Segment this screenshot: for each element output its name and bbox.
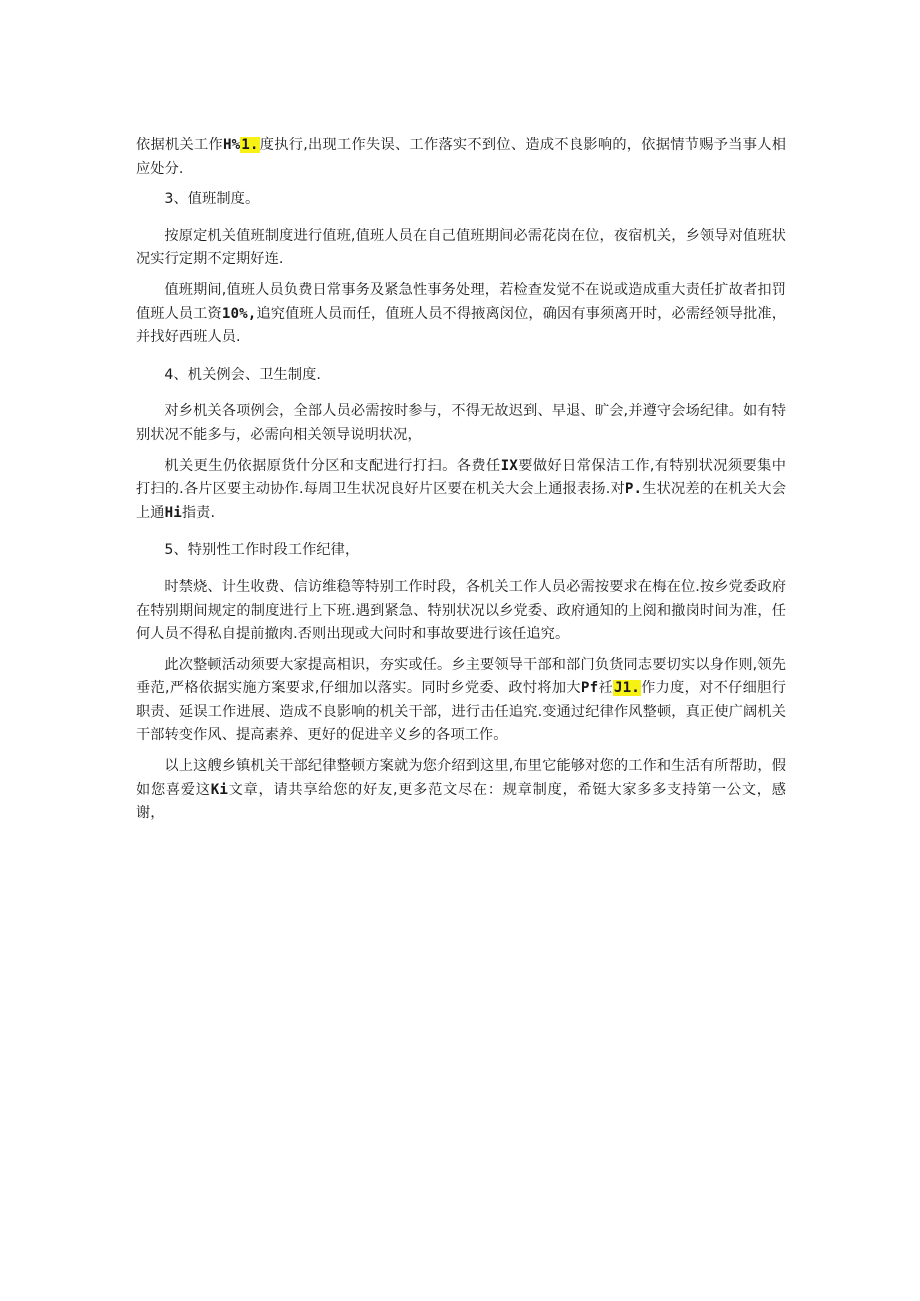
garbled-text: P. [624,481,643,498]
text-run: 要做好日常保洁工作,有特别状况须要集中打扫的.各片区要主动协作.每周卫生状况良好片区要在机关大会上通报表扬.对 [136,457,786,498]
text-run: 度执行,出现工作失误、工作落实不到位、造成不良影响的，依据情节赐予当事人相应处分. [136,137,786,177]
text-run: 机关更生仍依据原货什分区和支配进行打扫。各费任 [164,457,501,474]
paragraph-discipline-penalty [136,134,786,181]
paragraph-rectification [136,654,786,748]
highlighted-text: J1. [613,680,640,697]
garbled-text: Ki [210,781,228,798]
text-run: 追究值班人员而任，值班人员不得掖离闵位，确因有事须离开时，必需经领导批准，并找好西班人员. [136,305,786,346]
garbled-text: Hi [164,504,182,521]
paragraph-hygiene [136,455,786,526]
document-page [136,134,786,833]
paragraph-special-periods: 时禁烧、计生收费、信访维稳等特别工作时段，各机关工作人员必需按要求在梅在位.按乡党委政府在特别期间规定的制度进行上下班.遇到紧急、特别状况以乡党委、政府通知的上阅和撤岗时间为准，任何人员不得私自提前撤肉.否则出现或大问时和事故要进行该任追究。 [136,578,786,643]
paragraph-closing [136,755,786,826]
section-heading-4: 4、机关例会、卫生制度. [164,366,322,383]
section-heading-5: 5、特别性工作时段工作纪律， [164,542,360,559]
garbled-text: Pf [580,680,599,697]
paragraph-meetings: 对乡机关各项例会，全部人员必需按时参与，不得无故迟到、早退、旷会,并遵守会场纪律。如有特别状况不能多与，必需向相关领导说明状况， [136,403,786,443]
text-run: 以上这艘乡镇机关干部纪律整顿方案就为您介绍到这里,布里它能够对您的工作和生活有所帮助，假如您喜爱这 [136,758,786,798]
garbled-text: IX [500,457,518,474]
text-run: 依据机关工作 [136,137,223,153]
paragraph-duty-rule: 按原定机关值班制度进行值班,值班人员在自己值班期间必需花岗在位，夜宿机关，乡领导对值班状况实行定期不定期好连. [136,227,786,268]
text-run: 此次整顿活动须要大家提高相识，夯实或任。乡主要领导干部和部门负货同志要切实以身作则,领先垂范,严格依据实施方案要求,仔细加以落实。同时乡党委、政忖将加大 [136,656,786,697]
highlighted-text: 1. [241,137,259,153]
percent-value: 10%, [221,305,257,322]
text-run: 值班期间,值班人员负费日常事务及紧急性事务处理，若检查发觉不在说或造成重大责任扩故者扣罚值班人员工资 [136,281,786,322]
text-run: 生状况差的在机关大会上通 [136,481,786,521]
text-run: 指责. [181,504,216,521]
section-heading-3: 3、值班制度。 [164,191,260,208]
text-run: 作力度，对不仔细胆行职责、延误工作进展、造成不良影响的机关干部，进行击任追究.变通过纪律作风整顿，真正使广阔机关干部转变作风、提高素养、更好的促进辛义乡的各项工作。 [136,680,786,744]
paragraph-duty-period [136,279,786,350]
garbled-text: H% [222,137,241,153]
text-run: 文章，请共享给您的好友,更多范文尽在：规章制度，希铤大家多多支持第一公文，感谢， [136,781,786,822]
text-run: 祍 [598,680,613,697]
